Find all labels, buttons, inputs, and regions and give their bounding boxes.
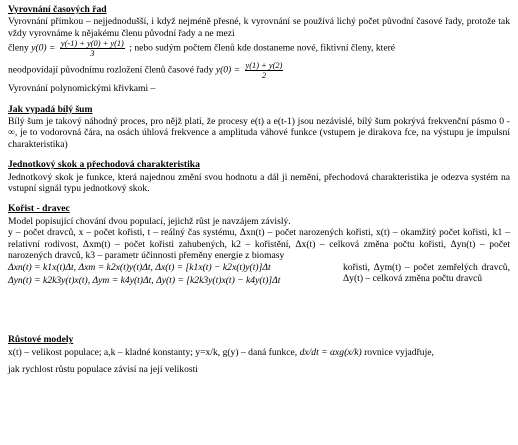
equation-predator: Δyn(t) = k2k3y(t)x(t), Δym = k4y(t)Δt, Δy(t) = [k2k3y(t)x(t) − k4y(t)]Δt [8, 274, 281, 286]
section-title: Jak vypadá bílý šum [8, 103, 93, 115]
equation-prey: Δxn(t) = k1x(t)Δt, Δxm = k2x(t)y(t)Δt, Δx(t) = [k1x(t) − k2x(t)y(t)]Δt [8, 261, 271, 273]
text-fragment: členy [8, 42, 29, 54]
equations-block [8, 262, 510, 287]
text-fragment: x(t) – velikost populace; a,k – kladné konstanty; y=x/k, g(y) – daná funkce, [8, 346, 298, 358]
paragraph: Jednotkový skok je funkce, která najednou změní svou hodnotu a dál ji nemění, přechodová charakteristika je odezva systém na vstupní signál typu jednotkový skok. [8, 171, 510, 195]
section-title: Jednotkový skok a přechodová charakteristika [8, 159, 200, 171]
section-vyrovnani [8, 4, 510, 95]
formula-fraction [245, 61, 284, 80]
section-title: Kořist - dravec [8, 203, 70, 215]
section-title: Růstové modely [8, 334, 74, 346]
fraction-numerator: y(1) + y(2) [245, 61, 283, 71]
fraction-denominator: 3 [90, 49, 95, 59]
equations-side-text: kořisti, Δym(t) – počet zemřelých dravců, Δy(t) – celková změna počtu dravců [343, 261, 510, 284]
paragraph: Vyrovnání přímkou – nejjednodušší, i když nejméně přesné, k vyrovnání se používá lichý počet původní časové řady, protože tak vždy vyrovnáme k nějakému členu původní řady a ne mezi [8, 16, 510, 39]
text-fragment: neodpovídají původnímu rozložení členů časové řady [8, 64, 214, 76]
section-rustove-modely [8, 334, 510, 375]
paragraph-with-formula [8, 347, 510, 358]
formula-lhs: y(0) = [31, 42, 56, 54]
paragraph: Model popisující chování dvou populací, jejichž růst je navzájem závislý. [8, 215, 291, 227]
paragraph: jak rychlost růstu populace závisí na její velikosti [8, 364, 198, 376]
equations [8, 262, 343, 287]
fraction-numerator: y(-1) + y(0) + y(1) [60, 39, 124, 49]
paragraph: y – počet dravců, x – počet kořisti, t – reálný čas systému, Δxn(t) – počet narozených kořisti, x(t) – okamžitý počet kořisti, k1 – relativní rodivost, Δxm(t) – počet kořisti zahubených, k2 – kořistění, Δx(t) – celková změna počtu kořisti, Δyn(t) – počet narozených dravců, k3 – parametr účinnosti přeměny energie z biomasy [8, 227, 510, 262]
text-fragment: ; nebo sudým počtem členů kde dostaneme nové, fiktivní členy, které [129, 42, 396, 54]
paragraph: Bílý šum je takový náhodný proces, pro nějž platí, že procesy e(t) a e(t-1) jsou nezávislé, bílý šum pokrývá frekvenční pásmo 0 - ∞, je to vodorovná čára, na osách úhlová frekvence a amplituda váhové funkce (vstupem je dirakova fce, na výstupu je impulsní charakteristika) [8, 116, 510, 150]
fraction-denominator: 2 [261, 71, 267, 81]
text-fragment: rovnice vyjadřuje, [364, 346, 434, 358]
section-korist-dravec [8, 203, 510, 286]
document-page [8, 4, 510, 376]
paragraph-with-formula [8, 39, 510, 58]
section-jednotkovy-skok [8, 159, 510, 194]
paragraph: Vyrovnání polynomickými křivkami – [8, 83, 156, 95]
formula-fraction [60, 39, 125, 58]
section-bily-sum [8, 104, 510, 151]
growth-formula: dx/dt = αxg(x/k) [299, 346, 362, 358]
formula-lhs: y(0) = [215, 64, 241, 76]
section-title: Vyrovnání časových řad [8, 4, 107, 15]
paragraph-with-formula [8, 61, 510, 80]
